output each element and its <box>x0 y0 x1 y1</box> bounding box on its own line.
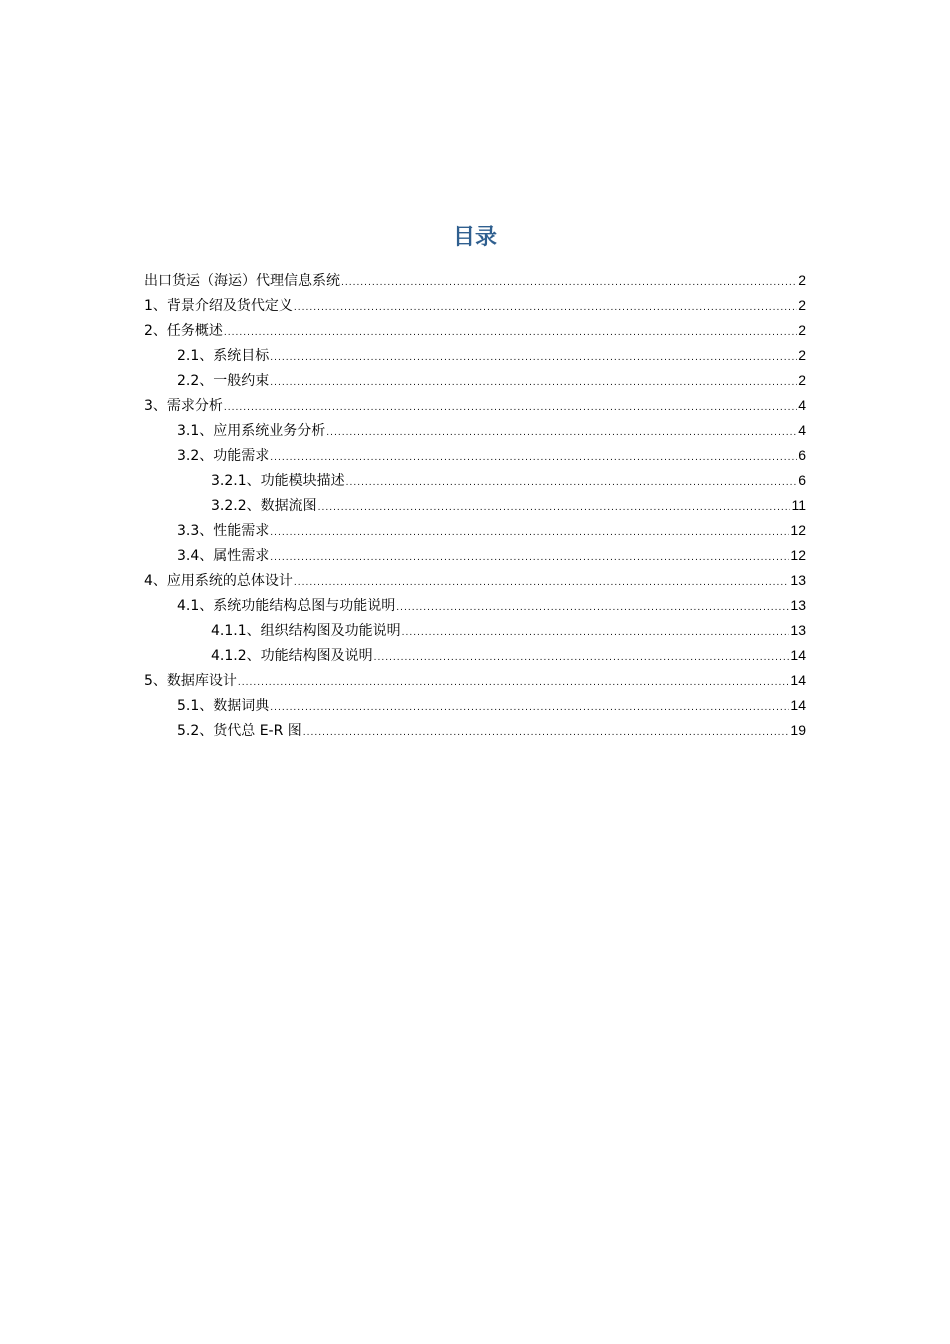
toc-dot-leader <box>270 446 797 471</box>
toc-page-number: 14 <box>790 672 806 688</box>
toc-dot-leader <box>346 471 798 496</box>
toc-page-number: 14 <box>790 697 806 713</box>
toc-page-number: 2 <box>798 297 806 313</box>
toc-entry-label: 2、任务概述 <box>144 323 223 339</box>
toc-entry-label: 3.2.2、数据流图 <box>211 498 317 514</box>
toc-entry[interactable] <box>144 468 806 493</box>
toc-page-number: 2 <box>798 347 806 363</box>
toc-entry-label: 4、应用系统的总体设计 <box>144 573 293 589</box>
toc-dot-leader <box>238 671 790 696</box>
toc-entry[interactable] <box>144 718 806 743</box>
toc-page-number: 11 <box>791 497 806 513</box>
toc-entry-label: 3.4、属性需求 <box>177 548 270 564</box>
toc-page-number: 4 <box>798 397 806 413</box>
toc-page-number: 2 <box>798 322 806 338</box>
toc-entry-label: 2.1、系统目标 <box>177 348 270 364</box>
toc-entry-label: 4.1.2、功能结构图及说明 <box>211 648 373 664</box>
toc-entry[interactable] <box>144 368 806 393</box>
toc-page-number: 2 <box>798 372 806 388</box>
toc-page-number: 14 <box>790 647 806 663</box>
toc-dot-leader <box>294 571 790 596</box>
toc-page-number: 12 <box>790 547 806 563</box>
toc-page-number: 6 <box>798 447 806 463</box>
toc-entry-label: 1、背景介绍及货代定义 <box>144 298 293 314</box>
toc-list <box>144 268 806 743</box>
toc-entry-label: 出口货运（海运）代理信息系统 <box>144 273 340 289</box>
toc-page-number: 13 <box>790 572 806 588</box>
toc-dot-leader <box>224 321 797 346</box>
toc-dot-leader <box>303 721 790 746</box>
toc-entry[interactable] <box>144 493 806 518</box>
toc-entry-label: 3.3、性能需求 <box>177 523 270 539</box>
toc-entry-label: 5.1、数据词典 <box>177 698 270 714</box>
toc-page-number: 6 <box>798 472 806 488</box>
toc-entry[interactable] <box>144 518 806 543</box>
toc-entry-label: 5、数据库设计 <box>144 673 237 689</box>
toc-dot-leader <box>270 696 789 721</box>
toc-page-number: 12 <box>790 522 806 538</box>
toc-title: 目录 <box>452 225 497 250</box>
toc-entry[interactable] <box>144 643 806 668</box>
toc-entry[interactable] <box>144 593 806 618</box>
toc-dot-leader <box>396 596 789 621</box>
toc-page-number: 19 <box>790 722 806 738</box>
toc-dot-leader <box>224 396 797 421</box>
toc-entry-label: 3.2.1、功能模块描述 <box>211 473 345 489</box>
toc-entry[interactable] <box>144 418 806 443</box>
toc-entry[interactable] <box>144 568 806 593</box>
toc-entry[interactable] <box>144 693 806 718</box>
toc-dot-leader <box>294 296 797 321</box>
toc-page-number: 13 <box>790 597 806 613</box>
toc-dot-leader <box>270 346 797 371</box>
toc-entry-label: 5.2、货代总 E-R 图 <box>177 723 302 739</box>
toc-dot-leader <box>326 421 797 446</box>
toc-dot-leader <box>318 496 791 521</box>
toc-entry[interactable] <box>144 543 806 568</box>
toc-dot-leader <box>402 621 790 646</box>
toc-entry-label: 4.1.1、组织结构图及功能说明 <box>211 623 401 639</box>
toc-entry[interactable] <box>144 318 806 343</box>
toc-dot-leader <box>270 521 789 546</box>
toc-entry[interactable] <box>144 343 806 368</box>
toc-entry-label: 4.1、系统功能结构总图与功能说明 <box>177 598 396 614</box>
toc-dot-leader <box>374 646 790 671</box>
toc-page-number: 4 <box>798 422 806 438</box>
toc-entry[interactable] <box>144 668 806 693</box>
toc-entry-label: 3.2、功能需求 <box>177 448 270 464</box>
toc-entry-label: 3.1、应用系统业务分析 <box>177 423 326 439</box>
toc-entry-label: 3、需求分析 <box>144 398 223 414</box>
toc-entry[interactable] <box>144 393 806 418</box>
toc-page-number: 13 <box>790 622 806 638</box>
toc-entry[interactable] <box>144 443 806 468</box>
toc-dot-leader <box>341 271 797 296</box>
toc-entry[interactable] <box>144 293 806 318</box>
toc-entry[interactable] <box>144 268 806 293</box>
toc-dot-leader <box>270 371 797 396</box>
toc-page-number: 2 <box>798 272 806 288</box>
toc-entry-label: 2.2、一般约束 <box>177 373 270 389</box>
toc-dot-leader <box>270 546 789 571</box>
toc-entry[interactable] <box>144 618 806 643</box>
